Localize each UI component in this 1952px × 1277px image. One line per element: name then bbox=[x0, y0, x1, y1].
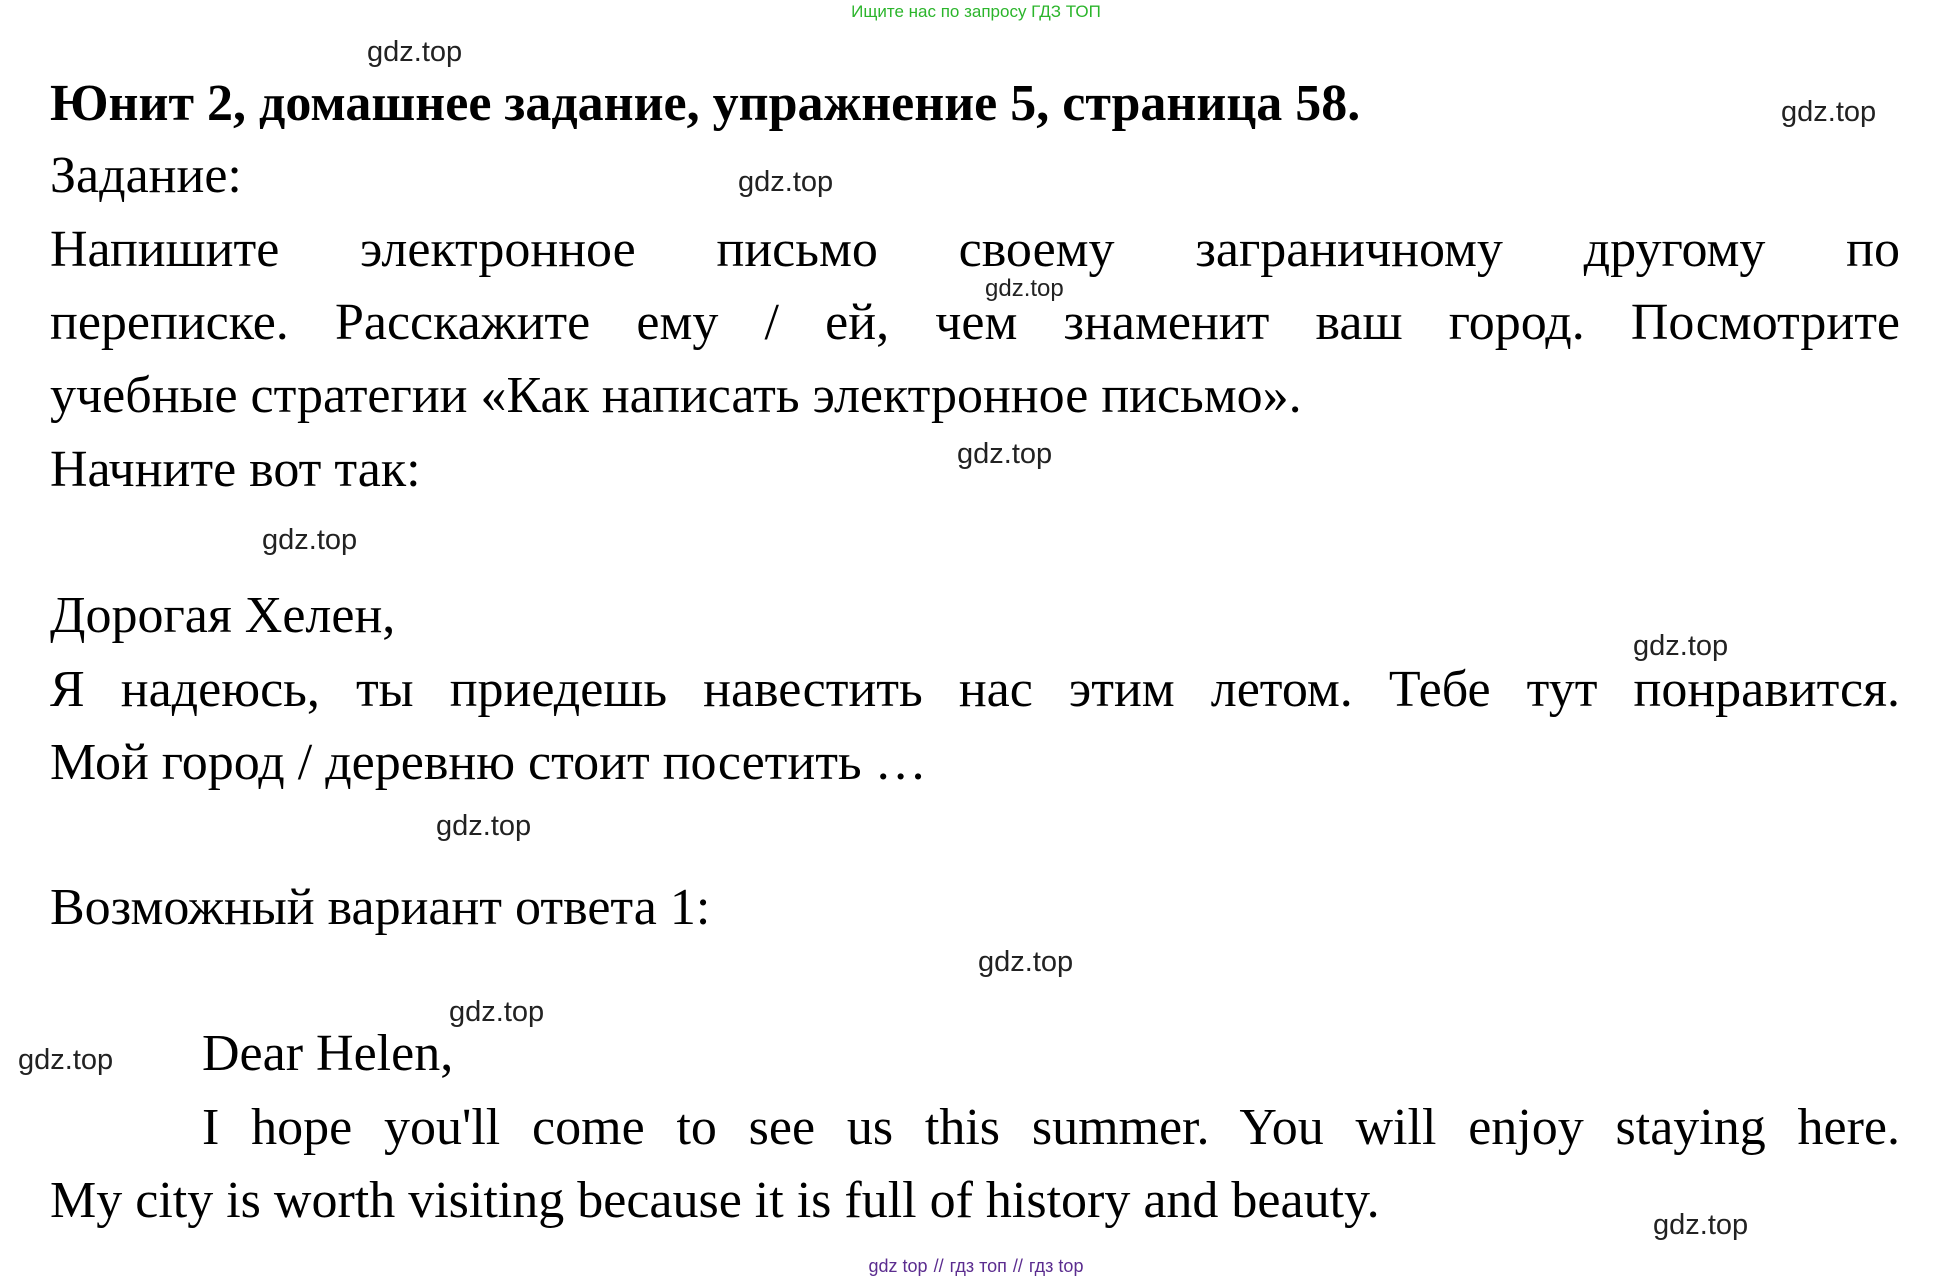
task-line-text: Напишите электронное письмо своему заграничному другому по bbox=[50, 221, 1900, 278]
start-label: Начните вот так: bbox=[50, 441, 421, 498]
link-separator: // bbox=[1012, 1256, 1023, 1276]
task-line bbox=[50, 220, 1900, 280]
bottom-link[interactable]: гдз top bbox=[1028, 1256, 1084, 1276]
answer-line-text: I hope you'll come to see us this summer. You will enjoy staying here. bbox=[202, 1099, 1900, 1156]
top-notice: Ищите нас по запросу ГДЗ ТОП bbox=[851, 2, 1101, 21]
page-title: Юнит 2, домашнее задание, упражнение 5, страница 58. bbox=[50, 75, 1361, 132]
watermark: gdz.top bbox=[957, 438, 1053, 470]
watermark: gdz.top bbox=[985, 275, 1064, 302]
watermark: gdz.top bbox=[1633, 630, 1729, 662]
watermark: gdz.top bbox=[436, 810, 532, 842]
sample-line bbox=[50, 660, 1900, 720]
watermark: gdz.top bbox=[978, 946, 1074, 978]
sample-line: Мой город / деревню стоит посетить … bbox=[50, 734, 927, 791]
task-line: учебные стратегии «Как написать электронное письмо». bbox=[50, 367, 1302, 424]
watermark: gdz.top bbox=[367, 36, 463, 68]
watermark: gdz.top bbox=[1653, 1209, 1749, 1241]
sample-greeting: Дорогая Хелен, bbox=[50, 587, 396, 644]
task-line-text: переписке. Расскажите ему / ей, чем знаменит ваш город. Посмотрите bbox=[50, 294, 1900, 351]
task-label: Задание: bbox=[50, 147, 242, 204]
answer-label: Возможный вариант ответа 1: bbox=[50, 879, 711, 936]
sample-line-text: Я надеюсь, ты приедешь навестить нас этим летом. Тебе тут понравится. bbox=[50, 661, 1900, 718]
bottom-link[interactable]: гдз топ bbox=[949, 1256, 1007, 1276]
answer-line bbox=[202, 1098, 1900, 1158]
answer-line: My city is worth visiting because it is full of history and beauty. bbox=[50, 1172, 1380, 1229]
watermark: gdz.top bbox=[262, 524, 358, 556]
watermark: gdz.top bbox=[18, 1044, 114, 1076]
watermark: gdz.top bbox=[738, 166, 834, 198]
task-line bbox=[50, 293, 1900, 353]
link-separator: // bbox=[933, 1256, 944, 1276]
watermark: gdz.top bbox=[449, 996, 545, 1028]
bottom-link[interactable]: gdz top bbox=[868, 1256, 928, 1276]
bottom-links bbox=[0, 1256, 1952, 1277]
answer-greeting: Dear Helen, bbox=[202, 1025, 454, 1082]
watermark: gdz.top bbox=[1781, 96, 1877, 128]
